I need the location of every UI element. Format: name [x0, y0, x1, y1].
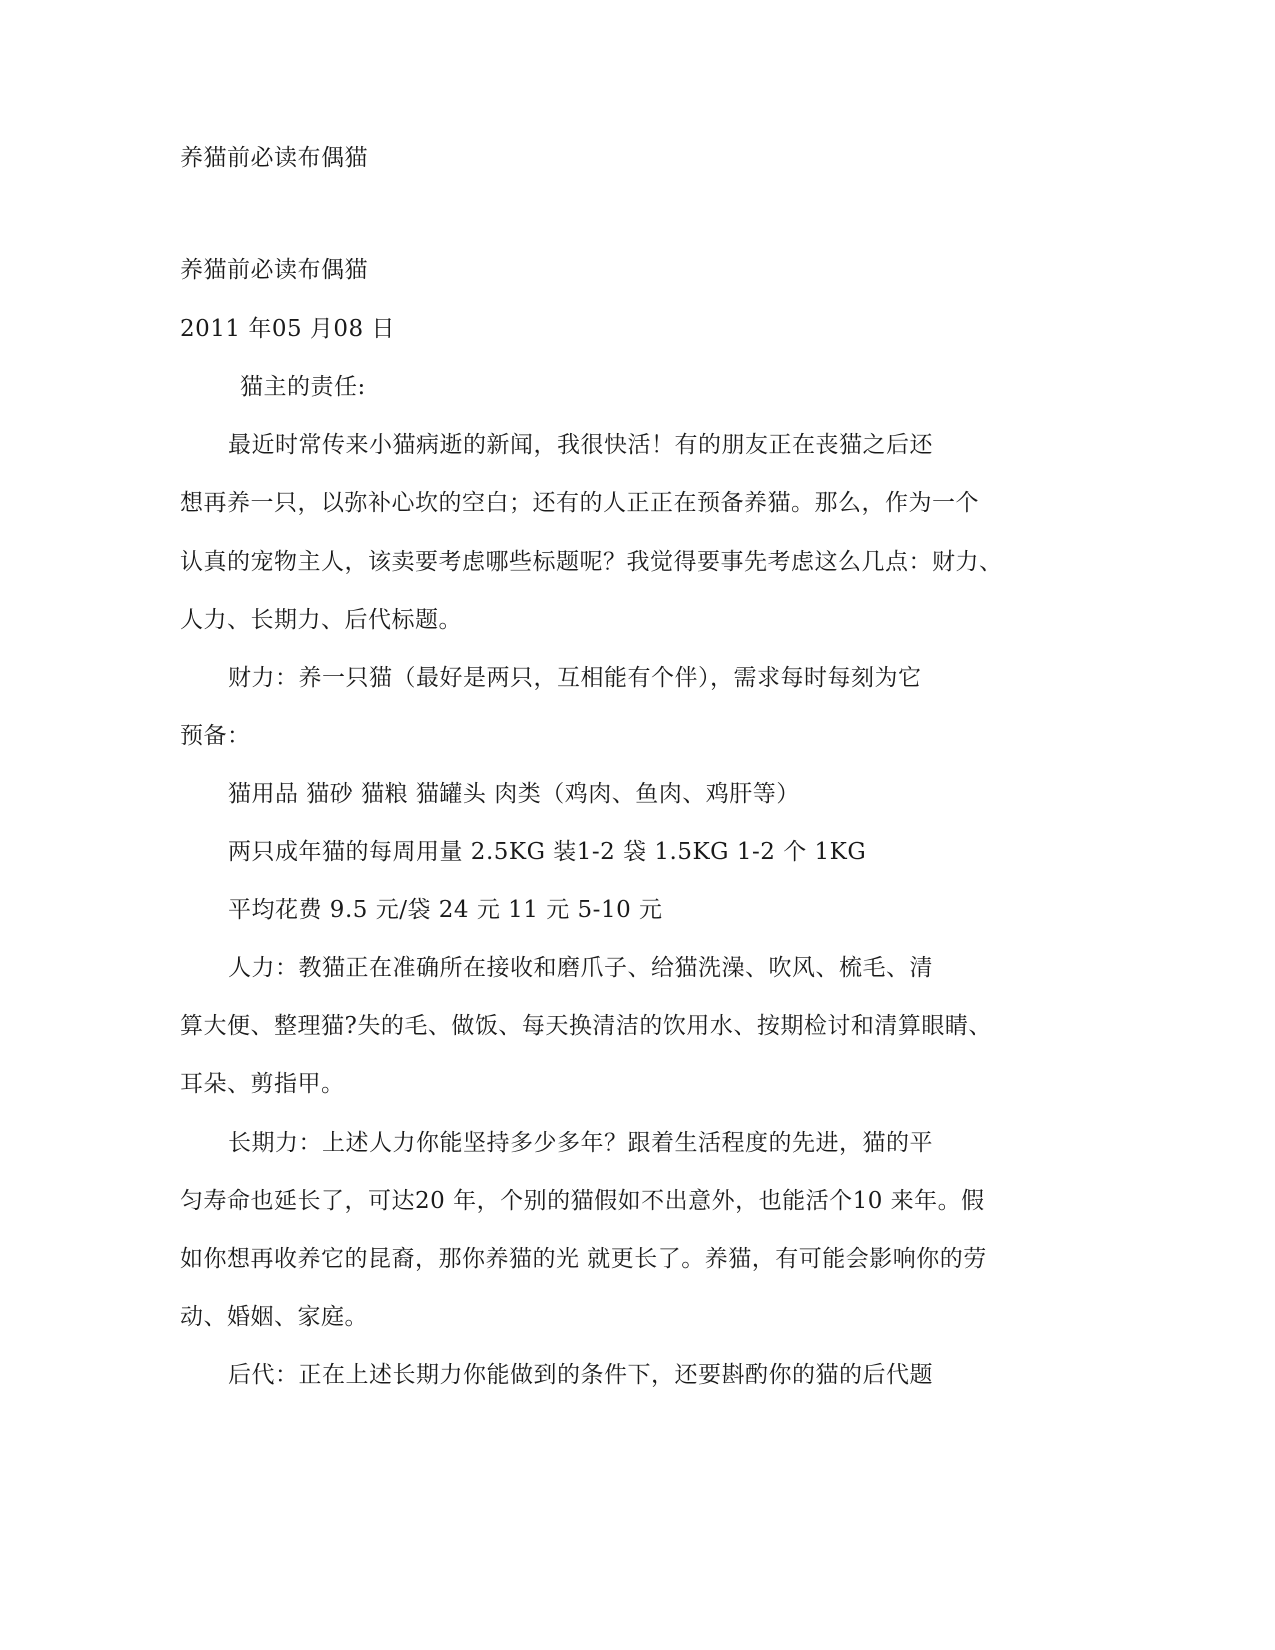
table-row-line: 平均花费 9.5 元/袋 24 元 11 元 5-10 元 [228, 897, 663, 923]
paragraph-line: 人力：教猫正在准确所在接收和磨爪子、给猫洗澡、吹风、梳毛、清 [228, 955, 933, 981]
paragraph-line: 想再养一只，以弥补心坎的空白；还有的人正正在预备养猫。那么，作为一个 [180, 490, 979, 516]
paragraph-line: 人力、长期力、后代标题。 [180, 607, 462, 633]
section-heading: 猫主的责任: [240, 374, 366, 400]
paragraph-line: 如你想再收养它的昆裔，那你养猫的光 就更长了。养猫，有可能会影响你的劳 [180, 1246, 987, 1272]
article-title: 养猫前必读布偶猫 [180, 257, 368, 283]
document-title: 养猫前必读布偶猫 [180, 145, 368, 171]
paragraph-line: 认真的宠物主人，该卖要考虑哪些标题呢？我觉得要事先考虑这么几点：财力、 [180, 549, 1003, 575]
article-date: 2011 年05 月08 日 [180, 316, 395, 342]
table-row-line: 两只成年猫的每周用量 2.5KG 装1-2 袋 1.5KG 1-2 个 1KG [228, 839, 867, 865]
paragraph-line: 预备： [180, 723, 251, 749]
paragraph-line: 长期力：上述人力你能坚持多少多年？跟着生活程度的先进，猫的平 [228, 1130, 933, 1156]
paragraph-line: 最近时常传来小猫病逝的新闻，我很快活！有的朋友正在丧猫之后还 [228, 432, 933, 458]
paragraph-line: 后代：正在上述长期力你能做到的条件下，还要斟酌你的猫的后代题 [228, 1362, 933, 1388]
paragraph-line: 财力：养一只猫（最好是两只，互相能有个伴），需求每时每刻为它 [228, 665, 922, 691]
paragraph-line: 算大便、整理猫?失的毛、做饭、每天换清洁的饮用水、按期检讨和清算眼睛、 [180, 1013, 992, 1039]
paragraph-line: 匀寿命也延长了，可达20 年，个别的猫假如不出意外，也能活个10 来年。假 [180, 1188, 985, 1214]
paragraph-line: 耳朵、剪指甲。 [180, 1071, 345, 1097]
paragraph-line: 动、婚姻、家庭。 [180, 1304, 368, 1330]
table-header-line: 猫用品 猫砂 猫粮 猫罐头 肉类（鸡肉、鱼肉、鸡肝等） [228, 781, 800, 807]
